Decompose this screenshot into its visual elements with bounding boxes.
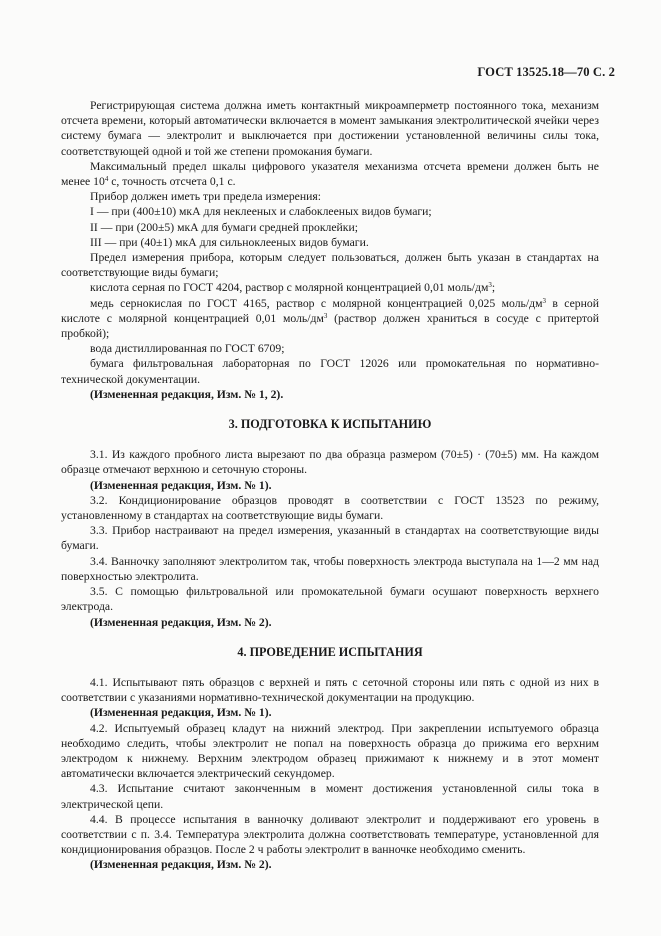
paragraph: 3.3. Прибор настраивают на предел измерения, указанный в стандартах на соответствующие виды бумаги. [61, 524, 599, 553]
paragraph: медь сернокислая по ГОСТ 4165, раствор с молярной концентрацией 0,025 моль/$дм^3$ в серной кислоте с молярной концентрацией 0,01 моль/$дм^3$ (раствор должен храниться в сосуде с притертой пробкой); [61, 296, 600, 341]
paragraph: 4.1. Испытывают пять образцов с верхней и пять с сеточной стороны или пять с одной из них в соответствии с указаниями нормативно-технической документации на продукцию. [61, 675, 599, 705]
paragraph: Прибор должен иметь три предела измерения: [90, 190, 321, 204]
amendment-note: (Измененная редакция, Изм. № 2). [90, 858, 272, 872]
document-body [61, 98, 599, 873]
amendment-note: (Измененная редакция, Изм. № 2). [90, 615, 272, 629]
amendment-note: (Измененная редакция, Изм. № 1, 2). [90, 387, 284, 401]
paragraph: Регистрирующая система должна иметь контактный микроамперметр постоянного тока, механизм отсчета времени, который автоматически включается в момент замыкания электролитической ячейки через систему бумага — электролит и выключается при достижении установленной величины силы тока, соответствующей одной и той же степени промокания бумаги. [61, 99, 599, 158]
paragraph: III — при (40±1) мкА для сильноклееных видов бумаги. [90, 235, 369, 249]
paragraph: 3.1. Из каждого пробного листа вырезают по два образца размером (70±5) · (70±5) мм. На каждом образце отмечают верхнюю и сеточную стороны. [61, 448, 599, 477]
paragraph: Максимальный предел шкалы цифрового указателя механизма отсчета времени должен быть не менее $10^4$ с, точность отсчета 0,1 с. [61, 159, 599, 189]
paragraph: 4.2. Испытуемый образец кладут на нижний электрод. При закреплении испытуемого образца необходимо следить, чтобы электролит не попал на поверхность образца до прижима его верхним электродом к нижнему. Верхним электродом образец прижимают к нижнему и в этот момент автоматически включается электрический секундомер. [61, 721, 599, 781]
paragraph: 3.2. Кондиционирование образцов проводят в соответствии с ГОСТ 13523 по режиму, установленному в стандартах на соответствующие виды бумаги. [61, 493, 599, 523]
amendment-note: (Измененная редакция, Изм. № 1). [90, 706, 272, 720]
section-heading: 4. ПРОВЕДЕНИЕ ИСПЫТАНИЯ [237, 644, 423, 659]
page-header: ГОСТ 13525.18—70 С. 2 [477, 65, 615, 79]
paragraph: Предел измерения прибора, которым следует пользоваться, должен быть указан в стандартах на соответствующие виды бумаги; [61, 251, 599, 280]
amendment-note: (Измененная редакция, Изм. № 1). [90, 478, 272, 492]
paragraph: вода дистиллированная по ГОСТ 6709; [90, 342, 285, 356]
paragraph: кислота серная по ГОСТ 4204, раствор с молярной концентрацией 0,01 моль/$дм^3$; [90, 281, 496, 295]
paragraph: 3.5. С помощью фильтровальной или промокательной бумаги осушают поверхность верхнего электрода. [61, 585, 599, 614]
paragraph: бумага фильтровальная лабораторная по ГОСТ 12026 или промокательная по нормативно-технической документации. [61, 357, 599, 386]
paragraph: I — при (400±10) мкА для неклееных и слабоклееных видов бумаги; [90, 205, 432, 219]
section-heading: 3. ПОДГОТОВКА К ИСПЫТАНИЮ [228, 417, 432, 432]
paragraph: II — при (200±5) мкА для бумаги средней проклейки; [90, 220, 358, 234]
paragraph: 4.4. В процессе испытания в ванночку доливают электролит и поддерживают его уровень в соответствии с п. 3.4. Температура электролита должна соответствовать температуре, установленной для кондиционирования образцов. После 2 ч работы электролит в ванночке необходимо сменить. [61, 812, 599, 857]
paragraph: 3.4. Ванночку заполняют электролитом так, чтобы поверхность электрода выступала на 1—2 мм над поверхностью электролита. [61, 554, 599, 583]
paragraph: 4.3. Испытание считают законченным в момент достижения установленной силы тока в электрической цепи. [61, 782, 599, 811]
